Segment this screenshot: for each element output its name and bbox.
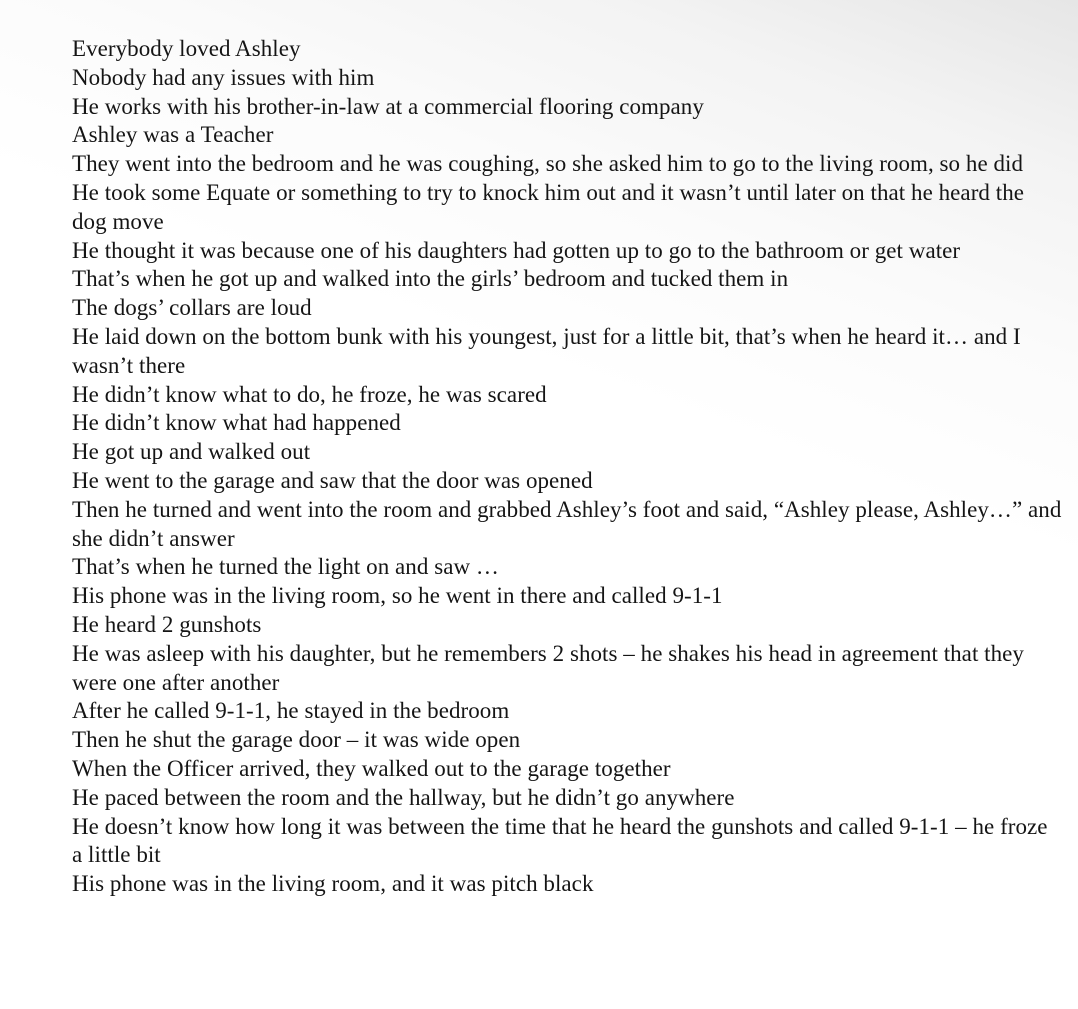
- statement-line: That’s when he turned the light on and saw …: [72, 554, 499, 580]
- statement-line: He didn’t know what had happened: [72, 410, 401, 436]
- statement-line: He was asleep with his daughter, but he remembers 2 shots – he shakes his head in agreement that they were one after another: [72, 640, 1024, 695]
- statement-line: Then he shut the garage door – it was wide open: [72, 727, 521, 753]
- statement-line: He works with his brother-in-law at a commercial flooring company: [72, 93, 704, 119]
- statement-line: Ashley was a Teacher: [72, 122, 274, 148]
- statement-line: Everybody loved Ashley: [72, 36, 301, 61]
- statement-line: After he called 9-1-1, he stayed in the bedroom: [72, 698, 510, 724]
- statement-line: He thought it was because one of his daughters had gotten up to go to the bathroom or get water: [72, 237, 961, 263]
- statement-line: He got up and walked out: [72, 439, 311, 465]
- statement-line: The dogs’ collars are loud: [72, 295, 312, 321]
- statement-line: That’s when he got up and walked into the girls’ bedroom and tucked them in: [72, 266, 789, 292]
- statement-line: He laid down on the bottom bunk with his youngest, just for a little bit, that’s when he heard it… and I wasn’t there: [72, 323, 1021, 378]
- statement-line: He heard 2 gunshots: [72, 611, 262, 637]
- statement-line: They went into the bedroom and he was coughing, so she asked him to go to the living room, so he did: [72, 151, 1024, 177]
- statement-line: His phone was in the living room, and it was pitch black: [72, 871, 594, 897]
- statement-line: He went to the garage and saw that the door was opened: [72, 467, 593, 493]
- statement-line: Nobody had any issues with him: [72, 64, 375, 90]
- statement-line: He doesn’t know how long it was between the time that he heard the gunshots and called 9-1-1 – he froze a little bit: [72, 813, 1048, 868]
- statement-line: His phone was in the living room, so he went in there and called 9-1-1: [72, 583, 723, 609]
- statement-line: He paced between the room and the hallway, but he didn’t go anywhere: [72, 784, 735, 810]
- statement-line: He didn’t know what to do, he froze, he was scared: [72, 381, 547, 407]
- statement-line: When the Officer arrived, they walked out to the garage together: [72, 755, 671, 781]
- statement-text-block: [72, 35, 1062, 899]
- statement-line: He took some Equate or something to try to knock him out and it wasn’t until later on that he heard the dog move: [72, 179, 1025, 234]
- statement-line: Then he turned and went into the room and grabbed Ashley’s foot and said, “Ashley please, Ashley…” and she didn’t answer: [72, 496, 1062, 551]
